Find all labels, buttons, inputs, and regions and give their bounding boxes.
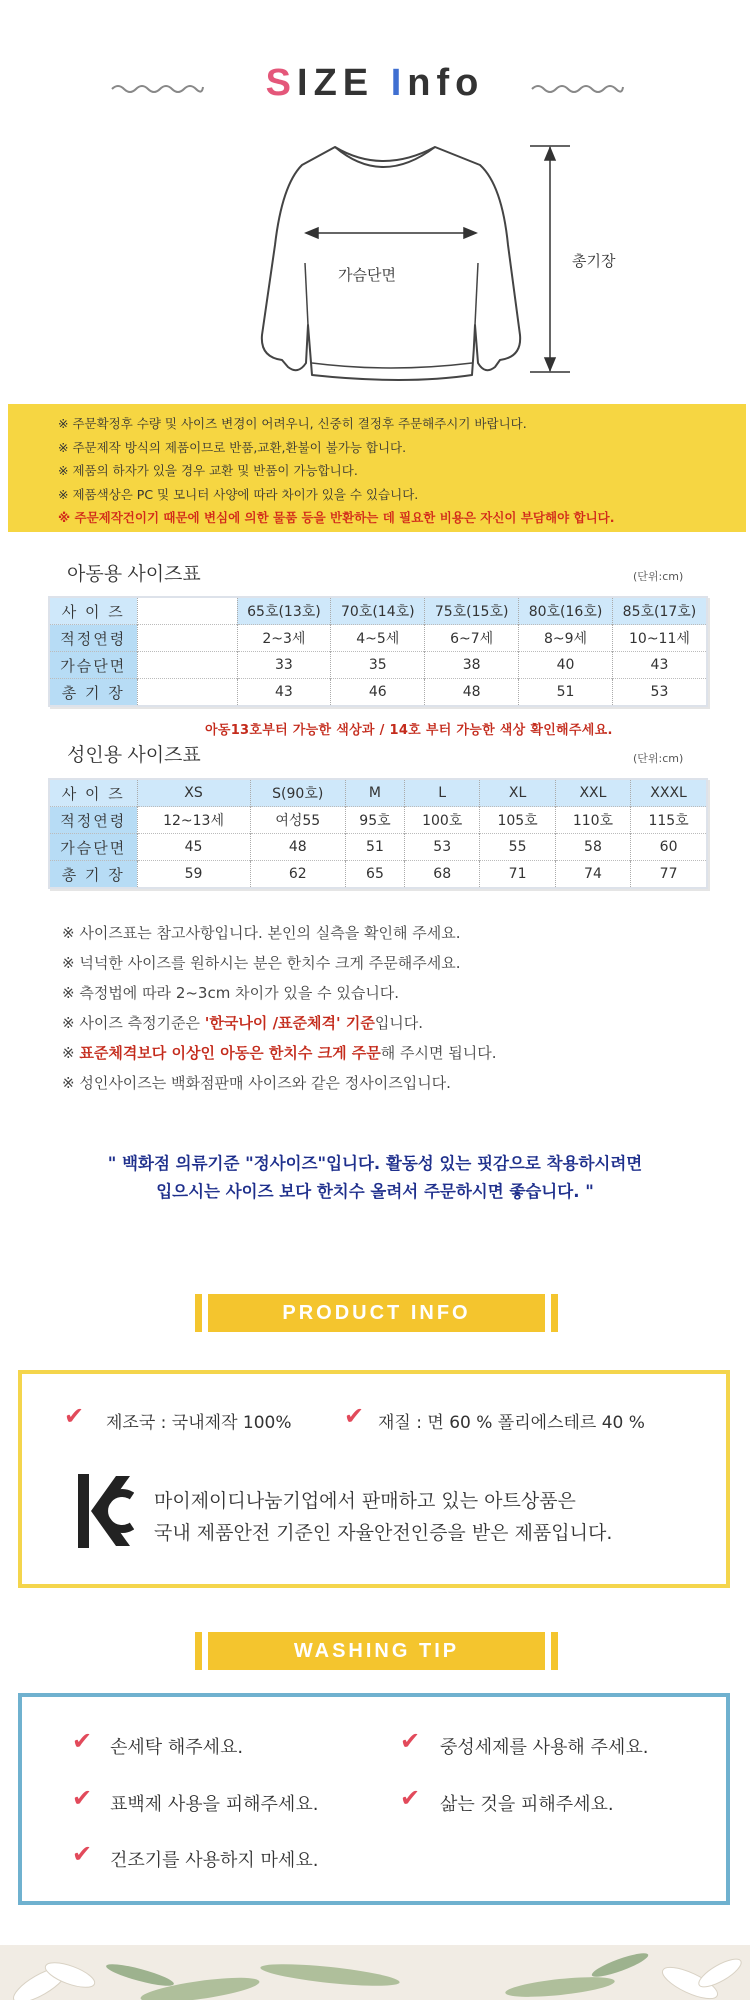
- table-cell: 60: [631, 834, 707, 861]
- table-cell: 53: [405, 834, 480, 861]
- table-header-cell: 80호(16호): [519, 597, 613, 625]
- table-cell: 77: [631, 861, 707, 889]
- table-cell: 59: [137, 861, 250, 889]
- table-cell: 95호: [345, 807, 404, 834]
- table-cell: 105호: [480, 807, 555, 834]
- size-notes: [62, 918, 497, 1098]
- fit-advice-quote: " 백화점 의류기준 "정사이즈"입니다. 활동성 있는 핏감으로 착용하시려면 입으시는 사이즈 보다 한치수 올려서 주문하시면 좋습니다. ": [107, 1154, 643, 1201]
- table-cell: 2~3세: [237, 625, 331, 652]
- table-row: [49, 834, 707, 861]
- table-row: [49, 807, 707, 834]
- notice-line: ※ 제품색상은 PC 및 모니터 사양에 따라 차이가 있을 수 있습니다.: [58, 486, 419, 502]
- kids-size-table: [48, 596, 708, 707]
- table-cell: [137, 625, 237, 652]
- product-info-banner: PRODUCT INFO: [208, 1294, 545, 1332]
- wave-decoration-right: [530, 80, 625, 94]
- table-cell: 53: [612, 679, 707, 707]
- table-header-cell: XS: [137, 779, 250, 807]
- table-cell: 38: [425, 652, 519, 679]
- table-cell: 48: [250, 834, 345, 861]
- table-cell: 74: [555, 861, 630, 889]
- table-header-cell: 85호(17호): [612, 597, 707, 625]
- table-header-cell: S(90호): [250, 779, 345, 807]
- note-line: ※ 측정법에 따라 2~3cm 차이가 있을 수 있습니다.: [62, 984, 400, 1002]
- table-cell: 43: [612, 652, 707, 679]
- table-header-cell: 70호(14호): [331, 597, 425, 625]
- check-icon: ✔: [64, 1402, 85, 1430]
- adult-table-title: 성인용 사이즈표: [67, 745, 201, 766]
- table-row-label: 가슴단면: [49, 834, 137, 861]
- table-cell: 33: [237, 652, 331, 679]
- table-header-cell: 사 이 즈: [49, 597, 137, 625]
- chest-label: 가슴단면: [338, 266, 396, 284]
- table-row-label: 가슴단면: [49, 652, 137, 679]
- table-cell: 51: [345, 834, 404, 861]
- material-text: 재질 : 면 60 % 폴리에스테르 40 %: [378, 1413, 645, 1433]
- kids-color-note: 아동13호부터 가능한 색상과 / 14호 부터 가능한 색상 확인해주세요.: [205, 723, 613, 738]
- table-cell: 71: [480, 861, 555, 889]
- table-cell: 12~13세: [137, 807, 250, 834]
- table-cell: 8~9세: [519, 625, 613, 652]
- adult-table-unit: (단위:cm): [633, 752, 684, 765]
- table-cell: 110호: [555, 807, 630, 834]
- table-header-cell: 75호(15호): [425, 597, 519, 625]
- notice-line: ※ 주문제작 방식의 제품이므로 반품,교환,환불이 불가능 합니다.: [58, 439, 407, 455]
- washing-tip-item: 건조기를 사용하지 마세요.: [110, 1850, 319, 1871]
- table-row-label: 총 기 장: [49, 861, 137, 889]
- table-cell: 65: [345, 861, 404, 889]
- table-row: [49, 779, 707, 807]
- table-cell: 45: [137, 834, 250, 861]
- note-line: ※ 표준체격보다 이상인 아동은 한치수 크게 주문해 주시면 됩니다.: [62, 1044, 497, 1062]
- table-cell: 40: [519, 652, 613, 679]
- table-cell: 48: [425, 679, 519, 707]
- note-line: ※ 사이즈 측정기준은 '한국나이 /표준체격' 기준입니다.: [62, 1014, 424, 1032]
- notice-line: ※ 주문확정후 수량 및 사이즈 변경이 어려우니, 신중히 결정후 주문해주시기 바랍니다.: [58, 416, 527, 431]
- origin-text: 제조국 : 국내제작 100%: [106, 1413, 292, 1433]
- washing-tip-item: 손세탁 해주세요.: [110, 1737, 244, 1758]
- table-cell: 46: [331, 679, 425, 707]
- table-cell: 43: [237, 679, 331, 707]
- table-row-label: 적정연령: [49, 625, 137, 652]
- table-cell: 58: [555, 834, 630, 861]
- check-icon: ✔: [400, 1784, 421, 1812]
- check-icon: ✔: [72, 1727, 93, 1755]
- table-row-label: 총 기 장: [49, 679, 137, 707]
- note-line: ※ 성인사이즈는 백화점판매 사이즈와 같은 정사이즈입니다.: [62, 1074, 451, 1092]
- sweatshirt-diagram: [230, 135, 570, 390]
- kc-description: 마이제이디나눔기업에서 판매하고 있는 아트상품은 국내 제품안전 기준인 자율안전인증을 받은 제품입니다.: [154, 1490, 613, 1544]
- table-cell: 4~5세: [331, 625, 425, 652]
- table-header-cell: XXL: [555, 779, 630, 807]
- check-icon: ✔: [72, 1784, 93, 1812]
- table-header-cell: L: [405, 779, 480, 807]
- table-cell: 35: [331, 652, 425, 679]
- note-line: ※ 넉넉한 사이즈를 원하시는 분은 한치수 크게 주문해주세요.: [62, 954, 461, 972]
- table-header-cell: XXXL: [631, 779, 707, 807]
- length-label: 총기장: [572, 252, 616, 270]
- table-cell: 68: [405, 861, 480, 889]
- check-icon: ✔: [72, 1840, 93, 1868]
- table-header-cell: 65호(13호): [237, 597, 331, 625]
- washing-tip-item: 삶는 것을 피해주세요.: [440, 1794, 614, 1815]
- notice-line: ※ 제품의 하자가 있을 경우 교환 및 반품이 가능합니다.: [58, 463, 358, 478]
- table-row: [49, 597, 707, 625]
- table-cell: [137, 679, 237, 707]
- table-cell: 6~7세: [425, 625, 519, 652]
- table-cell: 여성55: [250, 807, 345, 834]
- order-notice-box: [8, 404, 746, 532]
- washing-tip-banner: WASHING TIP: [208, 1632, 545, 1670]
- table-row: [49, 679, 707, 707]
- check-icon: ✔: [344, 1402, 365, 1430]
- table-cell: 62: [250, 861, 345, 889]
- kids-table-unit: (단위:cm): [633, 570, 684, 583]
- table-cell: [137, 597, 237, 625]
- kc-certification-icon: [76, 1472, 134, 1550]
- adult-size-table: [48, 778, 708, 889]
- table-cell: 115호: [631, 807, 707, 834]
- table-cell: 10~11세: [612, 625, 707, 652]
- floral-footer-decoration: [0, 1945, 750, 2000]
- table-cell: 100호: [405, 807, 480, 834]
- table-row: [49, 652, 707, 679]
- table-header-cell: XL: [480, 779, 555, 807]
- table-cell: 51: [519, 679, 613, 707]
- kids-table-title: 아동용 사이즈표: [67, 564, 201, 585]
- washing-tip-item: 중성세제를 사용해 주세요.: [440, 1737, 649, 1758]
- size-info-title: SIZE Info: [265, 62, 485, 104]
- check-icon: ✔: [400, 1727, 421, 1755]
- notice-line-warning: ※ 주문제작건이기 때문에 변심에 의한 물품 등을 반환하는 데 필요한 비용은 자신이 부담해야 합니다.: [58, 510, 615, 525]
- table-row: [49, 861, 707, 889]
- table-row-label: 적정연령: [49, 807, 137, 834]
- table-row: [49, 625, 707, 652]
- table-cell: 55: [480, 834, 555, 861]
- table-header-cell: M: [345, 779, 404, 807]
- washing-tip-item: 표백제 사용을 피해주세요.: [110, 1794, 319, 1815]
- table-cell: [137, 652, 237, 679]
- note-line: ※ 사이즈표는 참고사항입니다. 본인의 실측을 확인해 주세요.: [62, 924, 461, 942]
- table-header-cell: 사 이 즈: [49, 779, 137, 807]
